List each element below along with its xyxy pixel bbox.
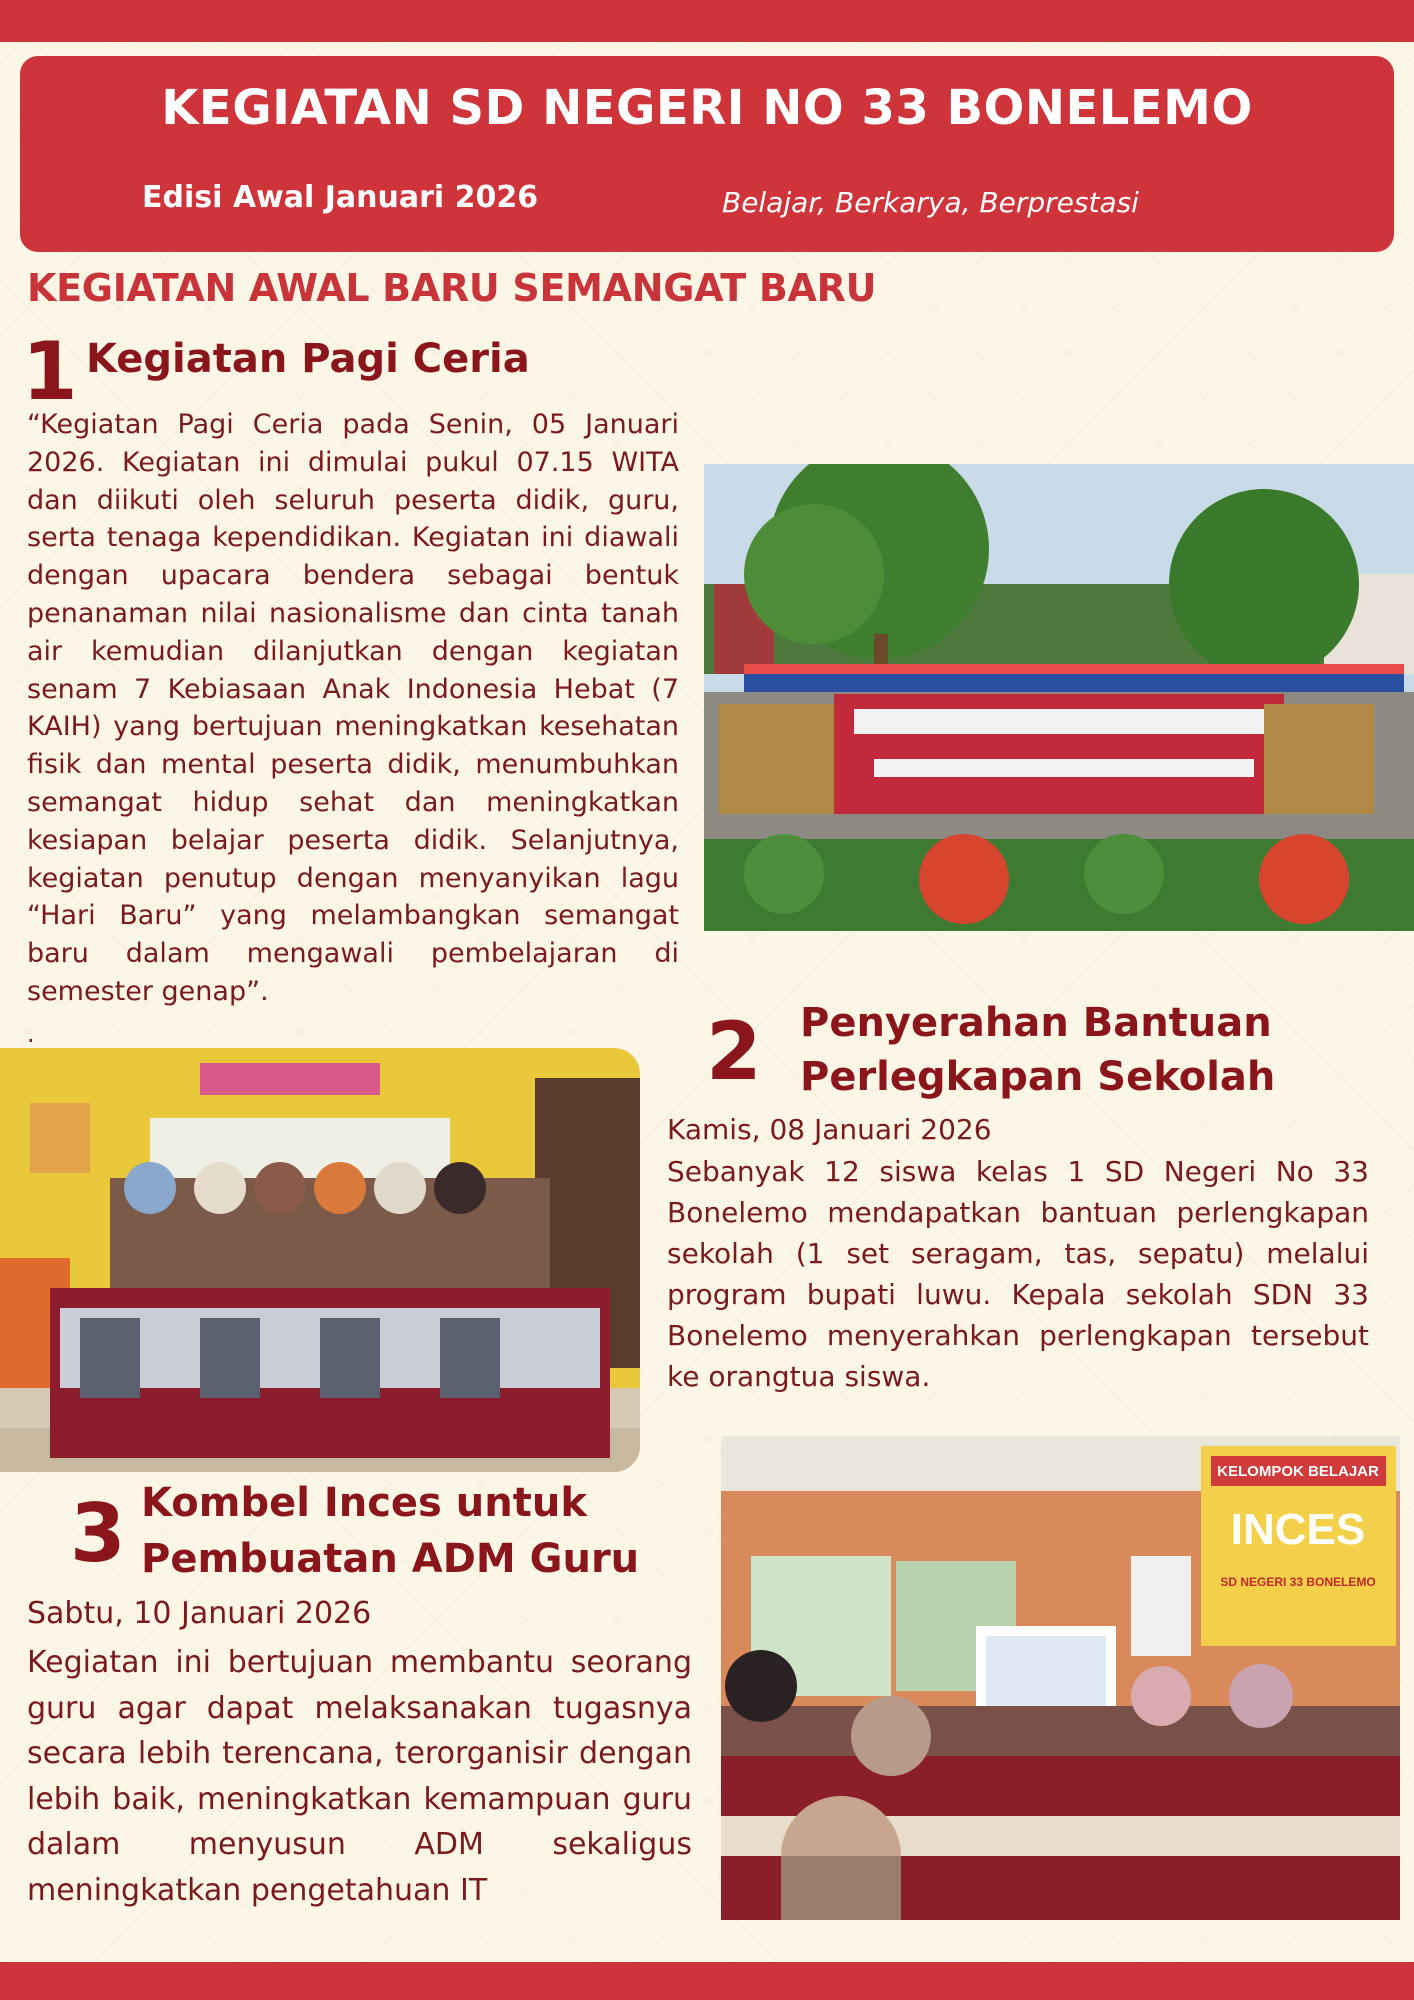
- section2-title-line1: Penyerahan Bantuan: [800, 1000, 1272, 1046]
- section3-title-line2: Pembuatan ADM Guru: [141, 1536, 640, 1582]
- photo-pagi-ceria: [704, 464, 1414, 931]
- photo-bantuan-sekolah-illustration: [0, 1048, 640, 1472]
- section3-title-line1: Kombel Inces untuk: [141, 1480, 587, 1526]
- section2-body: Sebanyak 12 siswa kelas 1 SD Negeri No 33 Bonelemo mendapatkan bantuan perlengkapan sekolah (1 set seragam, tas, sepatu) melalui program bupati luwu. Kepala sekolah SDN 33 Bonelemo menyerahkan perlengkapan tersebut ke orangtua siswa.: [667, 1155, 1369, 1393]
- photo-kombel-inces-illustration: [721, 1436, 1400, 1920]
- banner-line1: KELOMPOK BELAJAR: [1217, 1463, 1379, 1480]
- main-heading: KEGIATAN AWAL BARU SEMANGAT BARU: [27, 266, 877, 310]
- top-color-band: [0, 0, 1414, 42]
- section2-title-line2: Perlegkapan Sekolah: [800, 1054, 1276, 1100]
- photo-pagi-ceria-illustration: [704, 464, 1414, 931]
- newsletter-title: KEGIATAN SD NEGERI NO 33 BONELEMO: [161, 80, 1253, 136]
- section2-number: 2: [706, 1005, 762, 1098]
- newsletter-header: [20, 56, 1394, 252]
- section3-number: 3: [70, 1487, 126, 1580]
- school-motto: Belajar, Berkarya, Berprestasi: [722, 186, 1139, 219]
- section3-body: Kegiatan ini bertujuan membantu seorang guru agar dapat melaksanakan tugasnya secara lebih terencana, terorganisir dengan lebih baik, meningkatkan kemampuan guru dalam menyusun ADM sekaligus meningkatkan pengetahuan IT: [27, 1645, 692, 1908]
- banner-line2: INCES: [1230, 1505, 1366, 1554]
- section1-number: 1: [22, 325, 78, 418]
- photo-bantuan-sekolah: [0, 1048, 640, 1472]
- bottom-color-band: [0, 1962, 1414, 2000]
- photo-kombel-inces: [721, 1436, 1400, 1920]
- section1-body: “Kegiatan Pagi Ceria pada Senin, 05 Januari 2026. Kegiatan ini dimulai pukul 07.15 WITA dan diikuti oleh seluruh peserta didik, guru, serta tenaga kependidikan. Kegiatan ini diawali dengan upacara bendera sebagai bentuk penanaman nilai nasionalisme dan cinta tanah air kemudian dilanjutkan dengan kegiatan senam 7 Kebiasaan Anak Indonesia Hebat (7 KAIH) yang bertujuan meningkatkan kesehatan fisik dan mental peserta didik, menumbuhkan semangat hidup sehat dan meningkatkan kesiapan belajar peserta didik. Selanjutnya, kegiatan penutup dengan menyanyikan lagu “Hari Baru” yang melambangkan semangat baru dalam mengawali pembelajaran di semester genap”.: [27, 409, 679, 1007]
- banner-line3: SD NEGERI 33 BONELEMO: [1220, 1575, 1376, 1589]
- edition-label: Edisi Awal Januari 2026: [142, 180, 539, 215]
- section2-date: Kamis, 08 Januari 2026: [667, 1113, 992, 1146]
- section1-trailing-dot: .: [27, 1020, 35, 1048]
- section1-title: Kegiatan Pagi Ceria: [86, 336, 530, 382]
- section3-date: Sabtu, 10 Januari 2026: [27, 1596, 372, 1631]
